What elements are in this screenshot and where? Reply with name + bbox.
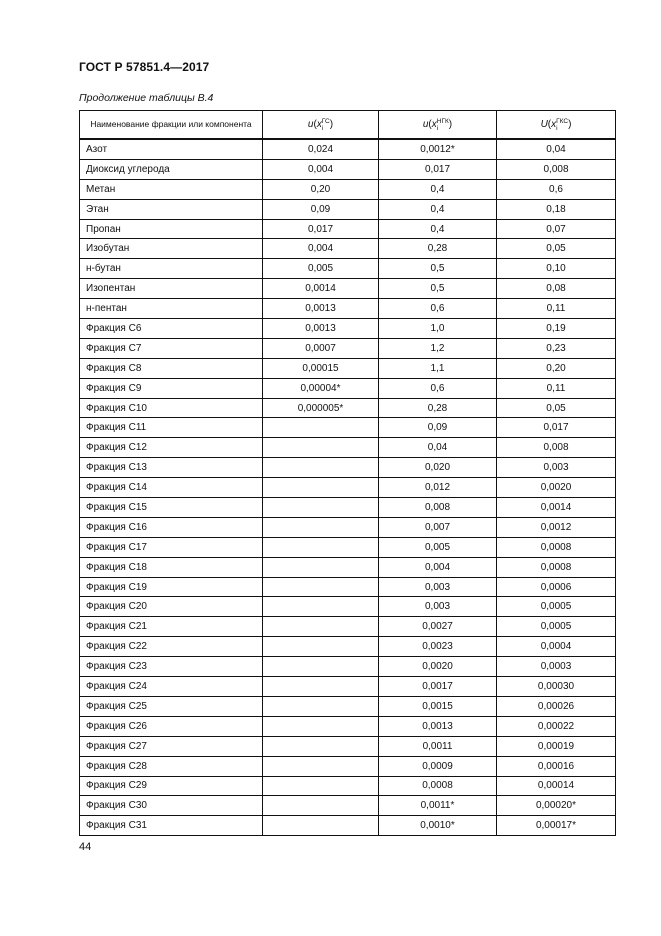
u-gs-cell — [263, 478, 379, 498]
u-gs-cell: 0,004 — [263, 159, 379, 179]
component-name-cell: Изопентан — [80, 279, 263, 299]
table-row — [80, 577, 616, 597]
component-name-cell: Метан — [80, 179, 263, 199]
U-gks-cell: 0,00026 — [497, 696, 616, 716]
table-row — [80, 418, 616, 438]
u-ngk-cell: 0,005 — [379, 537, 497, 557]
u-gs-cell — [263, 756, 379, 776]
U-gks-cell: 0,19 — [497, 319, 616, 339]
table-row — [80, 458, 616, 478]
U-gks-cell: 0,0012 — [497, 517, 616, 537]
table-row — [80, 597, 616, 617]
u-ngk-cell: 0,020 — [379, 458, 497, 478]
u-gs-cell — [263, 517, 379, 537]
component-name-cell: Фракция С27 — [80, 736, 263, 756]
table-caption: Продолжение таблицы В.4 — [79, 92, 214, 104]
table-row — [80, 816, 616, 836]
component-name-cell: Фракция С13 — [80, 458, 263, 478]
U-gks-cell: 0,04 — [497, 139, 616, 159]
component-name-cell: Этан — [80, 199, 263, 219]
u-ngk-cell: 0,5 — [379, 279, 497, 299]
table-row — [80, 159, 616, 179]
component-name-cell: Фракция С20 — [80, 597, 263, 617]
u-gs-cell — [263, 776, 379, 796]
component-name-cell: Фракция С25 — [80, 696, 263, 716]
header-u-ngk-func: u — [422, 119, 429, 131]
header-U-gks-sup: ГКС — [556, 117, 569, 125]
component-name-cell: Фракция С6 — [80, 319, 263, 339]
table-row — [80, 219, 616, 239]
component-name-cell: Фракция С30 — [80, 796, 263, 816]
table-row — [80, 478, 616, 498]
component-name-cell: Фракция С31 — [80, 816, 263, 836]
U-gks-cell: 0,00017* — [497, 816, 616, 836]
u-ngk-cell: 0,003 — [379, 577, 497, 597]
u-gs-cell — [263, 577, 379, 597]
component-name-cell: Азот — [80, 139, 263, 159]
table-row — [80, 677, 616, 697]
component-name-cell: Фракция С24 — [80, 677, 263, 697]
table-row — [80, 299, 616, 319]
header-u-gs-var: x — [316, 119, 322, 131]
table-row — [80, 319, 616, 339]
table-row — [80, 438, 616, 458]
table-row — [80, 776, 616, 796]
U-gks-cell: 0,003 — [497, 458, 616, 478]
u-ngk-cell: 0,004 — [379, 557, 497, 577]
table-body — [80, 139, 616, 836]
table-row — [80, 537, 616, 557]
component-name-cell: Фракция С23 — [80, 657, 263, 677]
u-gs-cell: 0,0013 — [263, 319, 379, 339]
u-ngk-cell: 1,2 — [379, 338, 497, 358]
u-gs-cell: 0,20 — [263, 179, 379, 199]
u-gs-cell — [263, 537, 379, 557]
table-row — [80, 517, 616, 537]
U-gks-cell: 0,008 — [497, 159, 616, 179]
table-row — [80, 498, 616, 518]
component-name-cell: н-пентан — [80, 299, 263, 319]
table-row — [80, 756, 616, 776]
header-u-ngk-symbol: u(x НГК i ) — [422, 117, 453, 132]
component-name-cell: Фракция С15 — [80, 498, 263, 518]
header-U-gks-symbol: U(x ГКС i ) — [540, 117, 572, 132]
u-gs-cell: 0,0013 — [263, 299, 379, 319]
u-ngk-cell: 0,008 — [379, 498, 497, 518]
u-gs-cell — [263, 796, 379, 816]
table-row — [80, 199, 616, 219]
u-ngk-cell: 0,4 — [379, 219, 497, 239]
u-ngk-cell: 0,5 — [379, 259, 497, 279]
header-u-gs-sub: i — [321, 124, 324, 132]
component-name-cell: Фракция С7 — [80, 338, 263, 358]
u-gs-cell: 0,017 — [263, 219, 379, 239]
table-row — [80, 398, 616, 418]
u-gs-cell — [263, 677, 379, 697]
u-gs-cell — [263, 716, 379, 736]
table-row — [80, 617, 616, 637]
table-row — [80, 179, 616, 199]
U-gks-cell: 0,0020 — [497, 478, 616, 498]
U-gks-cell: 0,0005 — [497, 617, 616, 637]
u-ngk-cell: 0,0009 — [379, 756, 497, 776]
u-ngk-cell: 0,04 — [379, 438, 497, 458]
header-component-name: Наименование фракции или компонента — [80, 111, 263, 140]
U-gks-cell: 0,008 — [497, 438, 616, 458]
component-name-cell: Фракция С16 — [80, 517, 263, 537]
u-ngk-cell: 0,6 — [379, 378, 497, 398]
component-name-cell: н-бутан — [80, 259, 263, 279]
u-ngk-cell: 0,0010* — [379, 816, 497, 836]
header-U-gks-var: x — [551, 119, 557, 131]
U-gks-cell: 0,08 — [497, 279, 616, 299]
component-name-cell: Фракция С12 — [80, 438, 263, 458]
U-gks-cell: 0,0008 — [497, 537, 616, 557]
table-row — [80, 557, 616, 577]
u-ngk-cell: 0,6 — [379, 299, 497, 319]
U-gks-cell: 0,0004 — [497, 637, 616, 657]
header-u-ngk-var: x — [431, 119, 437, 131]
U-gks-cell: 0,11 — [497, 299, 616, 319]
header-u-ngk-sup: НГК — [436, 117, 449, 125]
u-gs-cell — [263, 696, 379, 716]
u-gs-cell: 0,00004* — [263, 378, 379, 398]
component-name-cell: Фракция С21 — [80, 617, 263, 637]
header-u-gs-sup: ГС — [321, 117, 330, 125]
page-number: 44 — [79, 841, 92, 853]
component-name-cell: Фракция С9 — [80, 378, 263, 398]
header-u-gs-symbol: u(x ГС i ) — [307, 117, 334, 132]
U-gks-cell: 0,20 — [497, 358, 616, 378]
u-ngk-cell: 0,4 — [379, 179, 497, 199]
u-ngk-cell: 0,28 — [379, 398, 497, 418]
table-row — [80, 796, 616, 816]
table-row — [80, 259, 616, 279]
u-gs-cell — [263, 816, 379, 836]
table-row — [80, 279, 616, 299]
component-name-cell: Фракция С17 — [80, 537, 263, 557]
table-header-row — [80, 111, 616, 140]
u-gs-cell: 0,000005* — [263, 398, 379, 418]
u-gs-cell — [263, 657, 379, 677]
component-name-cell: Фракция С22 — [80, 637, 263, 657]
u-ngk-cell: 0,0011 — [379, 736, 497, 756]
U-gks-cell: 0,07 — [497, 219, 616, 239]
u-ngk-cell: 0,0027 — [379, 617, 497, 637]
u-ngk-cell: 0,0008 — [379, 776, 497, 796]
u-gs-cell: 0,0014 — [263, 279, 379, 299]
u-ngk-cell: 0,0023 — [379, 637, 497, 657]
U-gks-cell: 0,00016 — [497, 756, 616, 776]
component-name-cell: Изобутан — [80, 239, 263, 259]
u-gs-cell — [263, 736, 379, 756]
u-gs-cell — [263, 418, 379, 438]
u-ngk-cell: 0,007 — [379, 517, 497, 537]
u-gs-cell: 0,0007 — [263, 338, 379, 358]
component-name-cell: Фракция С29 — [80, 776, 263, 796]
header-u-ngk — [379, 111, 497, 140]
table-row — [80, 139, 616, 159]
u-ngk-cell: 0,0017 — [379, 677, 497, 697]
table-row — [80, 696, 616, 716]
u-gs-cell — [263, 498, 379, 518]
u-gs-cell: 0,00015 — [263, 358, 379, 378]
table-row — [80, 378, 616, 398]
U-gks-cell: 0,0003 — [497, 657, 616, 677]
u-gs-cell — [263, 617, 379, 637]
component-name-cell: Фракция С26 — [80, 716, 263, 736]
document-title: ГОСТ Р 57851.4—2017 — [79, 60, 210, 74]
table-row — [80, 358, 616, 378]
table-row — [80, 338, 616, 358]
header-U-gks-func: U — [540, 119, 548, 131]
U-gks-cell: 0,0008 — [497, 557, 616, 577]
component-name-cell: Фракция С28 — [80, 756, 263, 776]
u-gs-cell — [263, 438, 379, 458]
component-name-cell: Диоксид углерода — [80, 159, 263, 179]
U-gks-cell: 0,6 — [497, 179, 616, 199]
u-ngk-cell: 0,4 — [379, 199, 497, 219]
table-row — [80, 736, 616, 756]
U-gks-cell: 0,05 — [497, 239, 616, 259]
data-table — [79, 110, 616, 836]
u-gs-cell: 0,09 — [263, 199, 379, 219]
component-name-cell: Фракция С11 — [80, 418, 263, 438]
u-ngk-cell: 0,012 — [379, 478, 497, 498]
U-gks-cell: 0,23 — [497, 338, 616, 358]
U-gks-cell: 0,00019 — [497, 736, 616, 756]
u-ngk-cell: 0,017 — [379, 159, 497, 179]
U-gks-cell: 0,05 — [497, 398, 616, 418]
u-ngk-cell: 0,28 — [379, 239, 497, 259]
u-ngk-cell: 0,0013 — [379, 716, 497, 736]
u-gs-cell: 0,004 — [263, 239, 379, 259]
table-row — [80, 716, 616, 736]
u-ngk-cell: 0,003 — [379, 597, 497, 617]
u-gs-cell: 0,024 — [263, 139, 379, 159]
U-gks-cell: 0,00014 — [497, 776, 616, 796]
U-gks-cell: 0,00020* — [497, 796, 616, 816]
u-ngk-cell: 1,1 — [379, 358, 497, 378]
u-gs-cell — [263, 637, 379, 657]
u-ngk-cell: 1,0 — [379, 319, 497, 339]
u-gs-cell — [263, 458, 379, 478]
u-ngk-cell: 0,0011* — [379, 796, 497, 816]
u-ngk-cell: 0,0015 — [379, 696, 497, 716]
U-gks-cell: 0,00022 — [497, 716, 616, 736]
u-gs-cell — [263, 597, 379, 617]
component-name-cell: Фракция С8 — [80, 358, 263, 378]
component-name-cell: Пропан — [80, 219, 263, 239]
u-ngk-cell: 0,0020 — [379, 657, 497, 677]
u-gs-cell: 0,005 — [263, 259, 379, 279]
header-U-gks — [497, 111, 616, 140]
table-row — [80, 657, 616, 677]
U-gks-cell: 0,0014 — [497, 498, 616, 518]
component-name-cell: Фракция С10 — [80, 398, 263, 418]
header-U-gks-sub: i — [556, 124, 558, 132]
U-gks-cell: 0,18 — [497, 199, 616, 219]
U-gks-cell: 0,0005 — [497, 597, 616, 617]
U-gks-cell: 0,00030 — [497, 677, 616, 697]
u-gs-cell — [263, 557, 379, 577]
U-gks-cell: 0,017 — [497, 418, 616, 438]
header-u-gs-func: u — [307, 119, 314, 131]
U-gks-cell: 0,0006 — [497, 577, 616, 597]
U-gks-cell: 0,10 — [497, 259, 616, 279]
table-row — [80, 637, 616, 657]
u-ngk-cell: 0,0012* — [379, 139, 497, 159]
header-u-ngk-sub: i — [436, 124, 439, 132]
u-ngk-cell: 0,09 — [379, 418, 497, 438]
table-row — [80, 239, 616, 259]
component-name-cell: Фракция С18 — [80, 557, 263, 577]
component-name-cell: Фракция С19 — [80, 577, 263, 597]
component-name-cell: Фракция С14 — [80, 478, 263, 498]
U-gks-cell: 0,11 — [497, 378, 616, 398]
header-u-gs — [263, 111, 379, 140]
